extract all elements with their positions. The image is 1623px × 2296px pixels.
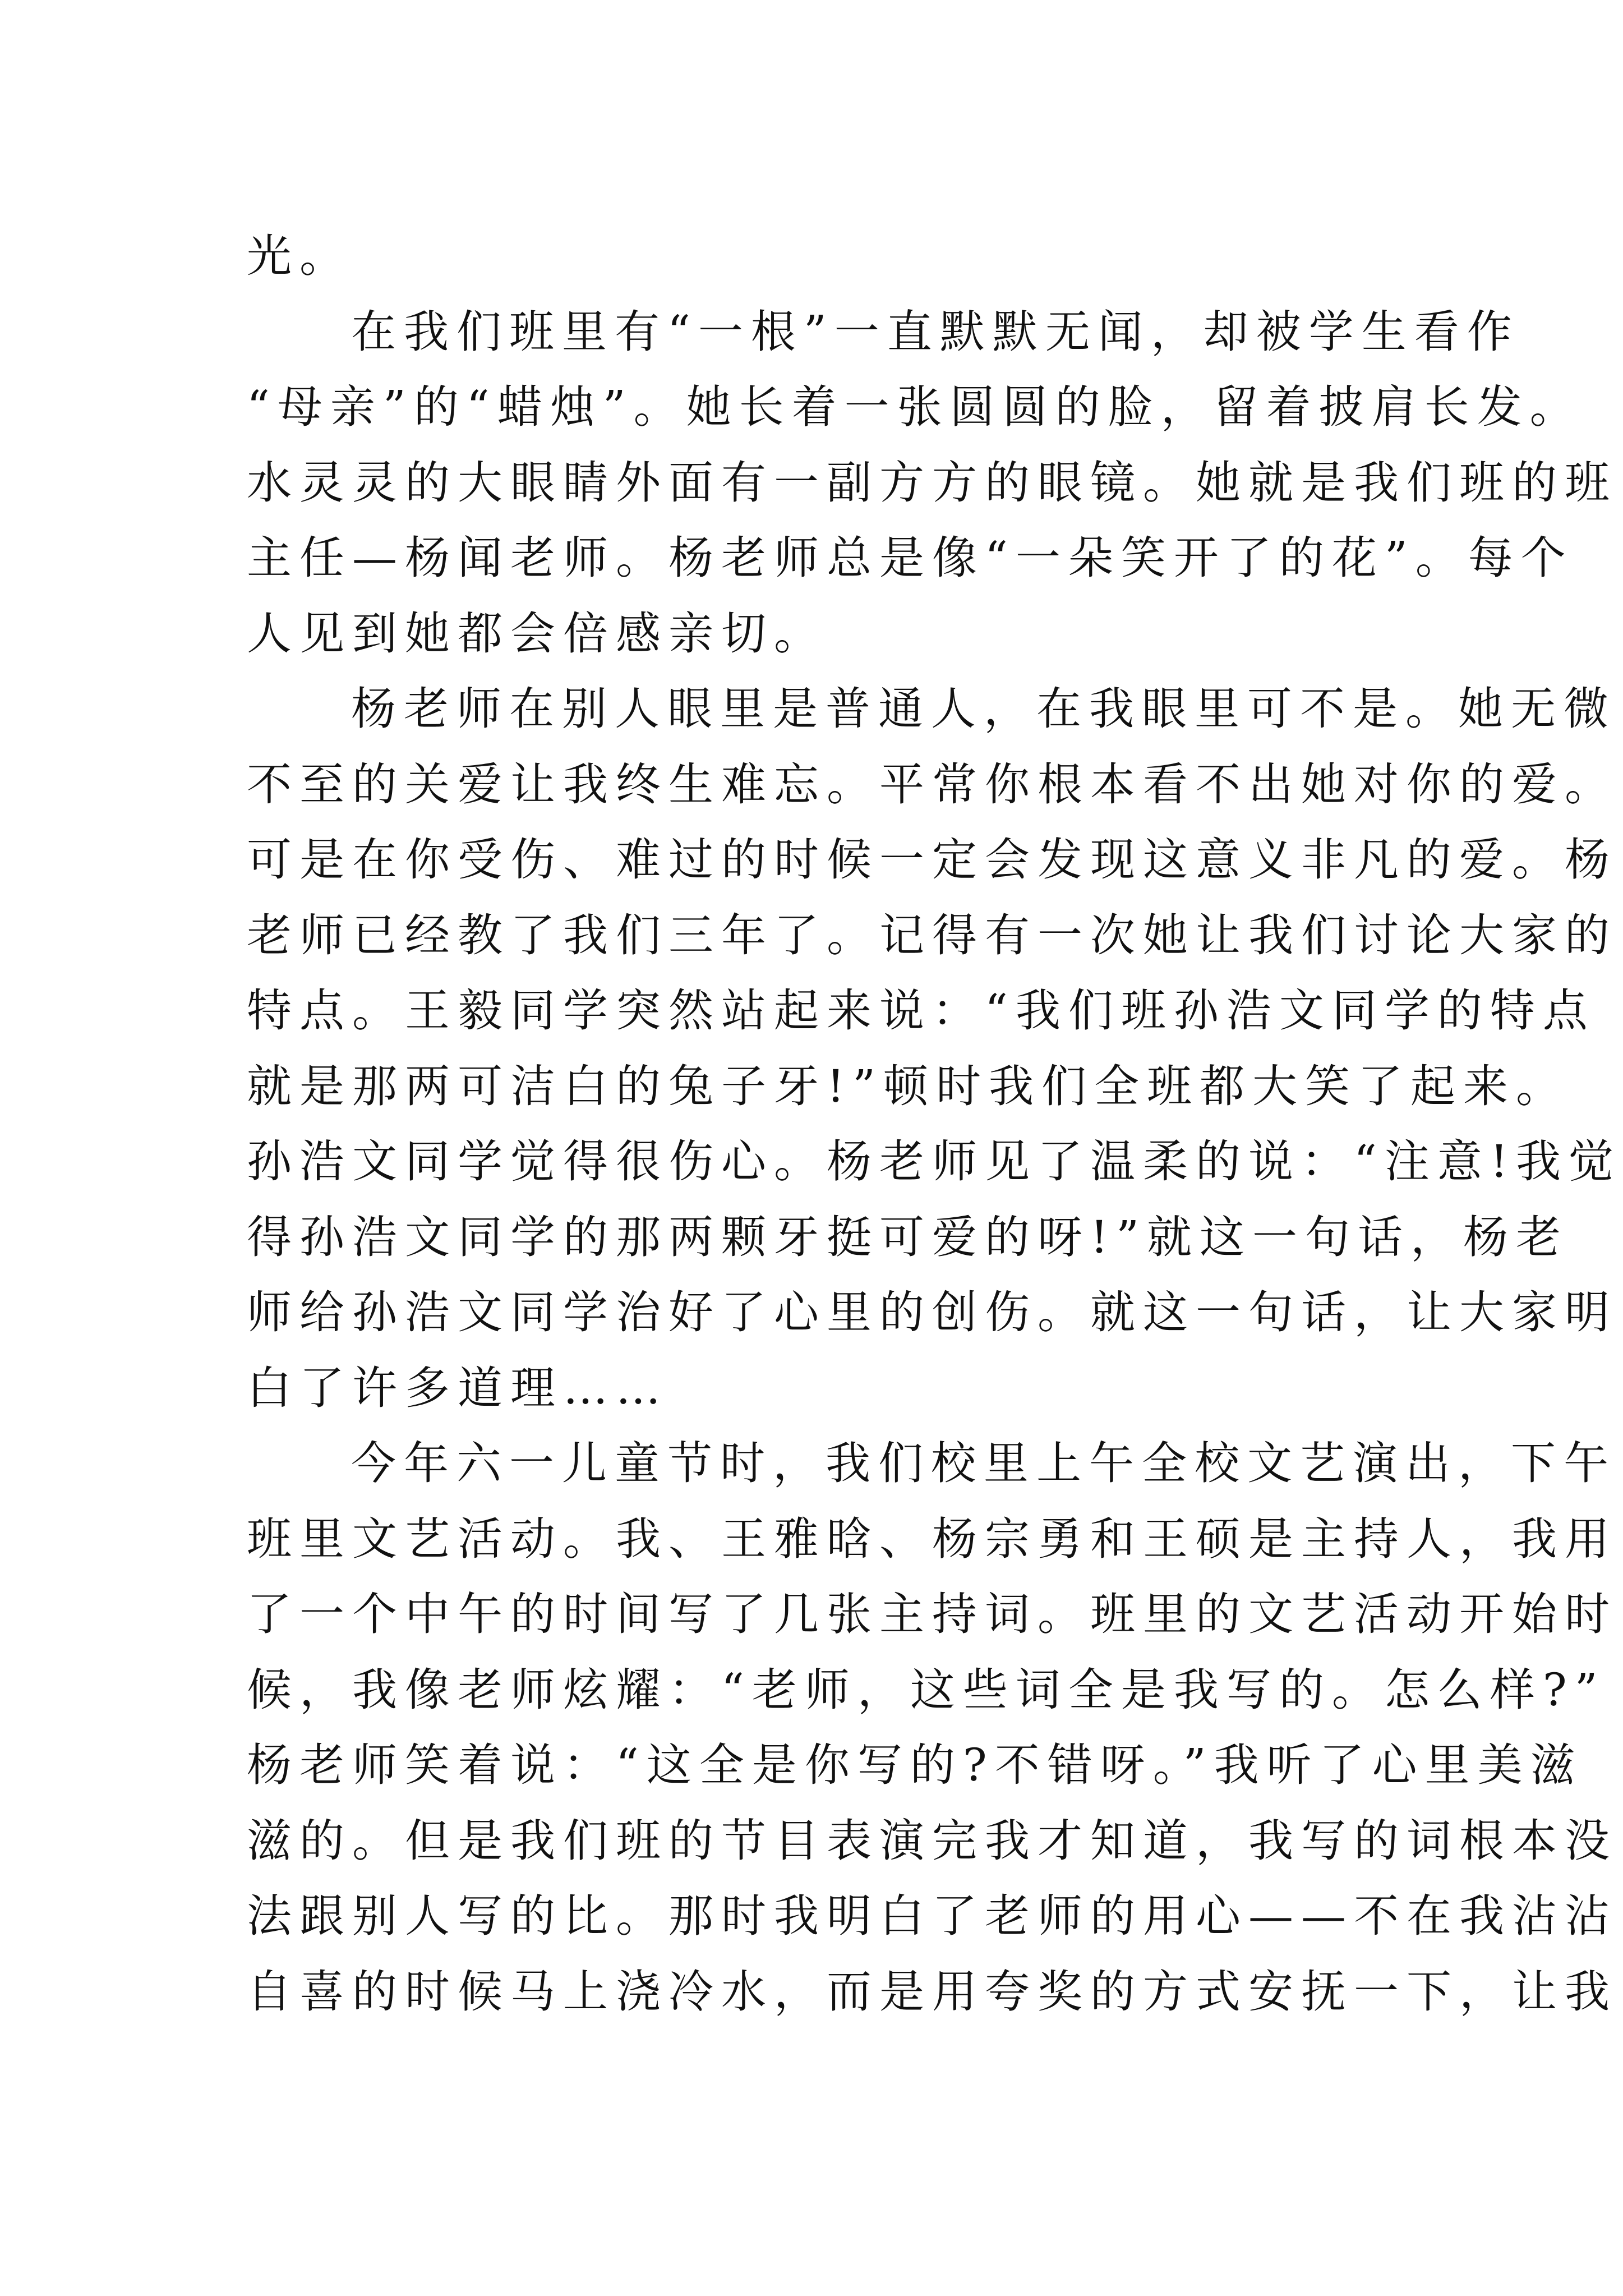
document-body [247,219,1622,2030]
text-line: 白了许多道理…… [247,1361,668,1414]
text-line: 杨老师笑着说：“这全是你写的?不错呀。”我听了心里美滋 [247,1739,1583,1791]
text-line: 班里文艺活动。我、王雅晗、杨宗勇和王硕是主持人，我用 [247,1512,1617,1565]
text-line: 不至的关爱让我终生难忘。平常你根本看不出她对你的爱。 [247,758,1617,811]
text-line: 杨老师在别人眼里是普通人，在我眼里可不是。她无微 [351,683,1616,735]
text-line: 就是那两可洁白的兔子牙!”顿时我们全班都大笑了起来。 [247,1060,1569,1112]
text-line: 候，我像老师炫耀：“老师，这些词全是我写的。怎么样?” [247,1663,1606,1716]
text-line: 特点。王毅同学突然站起来说：“我们班孙浩文同学的特点 [247,984,1596,1037]
text-line: 法跟别人写的比。那时我明白了老师的用心——不在我沾沾 [247,1890,1617,1942]
text-line: 自喜的时候马上浇冷水，而是用夸奖的方式安抚一下，让我 [247,1965,1617,2018]
text-line: 了一个中午的时间写了几张主持词。班里的文艺活动开始时 [247,1588,1617,1640]
text-line: 主任—杨闻老师。杨老师总是像“一朵笑开了的花”。每个 [247,532,1574,584]
text-line: 孙浩文同学觉得很伤心。杨老师见了温柔的说：“注意!我觉 [247,1135,1622,1188]
text-line: 得孙浩文同学的那两颗牙挺可爱的呀!”就这一句话，杨老 [247,1211,1569,1263]
text-line: 水灵灵的大眼睛外面有一副方方的眼镜。她就是我们班的班 [247,456,1617,509]
text-line: 可是在你受伤、难过的时候一定会发现这意义非凡的爱。杨 [247,834,1617,886]
text-line: 滋的。但是我们班的节目表演完我才知道，我写的词根本没 [247,1814,1617,1867]
text-line: 师给孙浩文同学治好了心里的创伤。就这一句话，让大家明 [247,1286,1617,1338]
text-line: “母亲”的“蜡烛”。她长着一张圆圆的脸，留着披肩长发。 [247,381,1583,433]
text-line: 老师已经教了我们三年了。记得有一次她让我们讨论大家的 [247,909,1617,961]
text-line: 今年六一儿童节时，我们校里上午全校文艺演出，下午 [351,1437,1616,1489]
text-line: 人见到她都会倍感亲切。 [247,607,827,660]
text-line: 在我们班里有“一根”一直默默无闻，却被学生看作 [351,305,1520,358]
text-line: 光。 [247,230,352,282]
